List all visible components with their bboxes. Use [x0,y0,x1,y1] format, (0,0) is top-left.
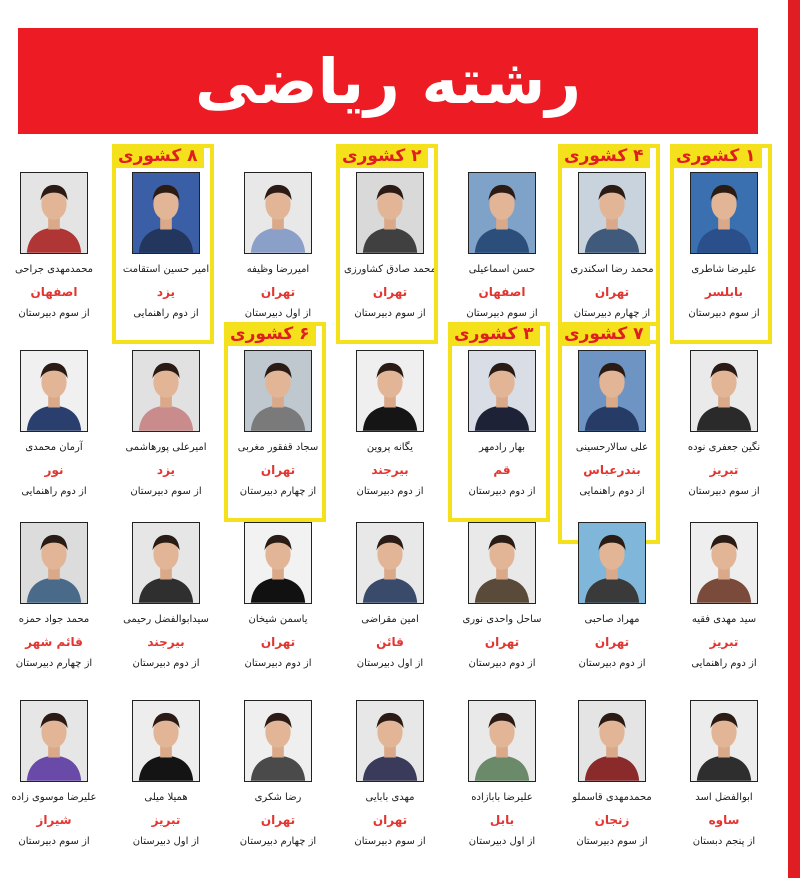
student-photo [132,700,200,782]
student-grade: از اول دبیرستان [132,836,200,847]
student-photo [578,172,646,254]
student-card [450,350,560,510]
student-photo [244,522,312,604]
student-city: اصفهان [30,285,78,299]
student-name: یاسمن شیخان [248,614,308,625]
portrait-icon [357,523,423,603]
student-grade: از دوم دبیرستان [356,486,424,497]
student-grade: از سوم دبیرستان [18,836,90,847]
student-card [338,700,448,860]
student-card [672,350,782,510]
student-card [560,700,670,860]
student-city: تبریز [151,813,181,827]
student-grade: از سوم دبیرستان [130,486,202,497]
student-photo [356,522,424,604]
student-card [226,522,336,682]
rank-badge: ۲ کشوری [336,144,428,168]
student-name: محمدمهدی جراحی [14,264,94,275]
portrait-icon [357,701,423,781]
student-city: ساوه [708,813,740,827]
student-card [2,350,112,510]
student-grade: از سوم دبیرستان [688,308,760,319]
student-card [560,350,670,510]
portrait-icon [469,351,535,431]
portrait-icon [21,701,87,781]
student-card [450,522,560,682]
student-card [114,172,224,332]
rank-badge: ۸ کشوری [112,144,204,168]
student-name: نگین جعفری نوده [687,442,761,453]
student-name: همیلا میلی [144,792,188,803]
student-card [338,522,448,682]
student-city: تهران [260,635,296,649]
portrait-icon [245,173,311,253]
student-name: امیر حسین استقامت [122,264,210,275]
student-grade: از چهارم دبیرستان [239,836,317,847]
student-photo [132,350,200,432]
portrait-icon [21,351,87,431]
student-photo [690,700,758,782]
student-card [672,700,782,860]
student-name: سید مهدی فقیه [691,614,757,625]
student-grade: از سوم دبیرستان [18,308,90,319]
student-city: تبریز [709,463,739,477]
student-grade: از اول دبیرستان [356,658,424,669]
portrait-icon [245,523,311,603]
student-name: علیرضا موسوی زاده [11,792,97,803]
portrait-icon [579,351,645,431]
student-card [114,350,224,510]
rank-badge: ۱ کشوری [670,144,762,168]
student-name: بهار رادمهر [479,442,525,453]
student-photo [468,700,536,782]
portrait-icon [469,173,535,253]
student-city: بابلسر [704,285,744,299]
student-grade: از اول دبیرستان [468,836,536,847]
student-city: نور [44,463,64,477]
student-grade: از سوم دبیرستان [576,836,648,847]
student-grade: از دوم دبیرستان [244,658,312,669]
portrait-icon [245,701,311,781]
student-name: ساحل واحدی نوری [462,614,542,625]
student-name: مهراد صاحبی [584,614,640,625]
student-name: محمد رضا اسکندری [570,264,654,275]
student-name: علیرضا بابازاده [471,792,533,803]
student-city: قائن [376,635,404,649]
student-name: سجاد قفقور مغربی [237,442,319,453]
student-card [338,350,448,510]
student-card [226,350,336,510]
student-photo [690,522,758,604]
portrait-icon [133,351,199,431]
portrait-icon [21,173,87,253]
student-grade: از دوم راهنمایی [133,308,199,319]
student-city: زنجان [594,813,630,827]
student-grade: از چهارم دبیرستان [15,658,93,669]
student-card [2,700,112,860]
student-grade: از دوم راهنمایی [579,486,645,497]
student-city: بابل [489,813,515,827]
student-name: رضا شکری [254,792,302,803]
student-name: یگانه پروین [366,442,414,453]
student-photo [244,350,312,432]
student-photo [20,172,88,254]
student-card [226,700,336,860]
student-photo [20,350,88,432]
student-grade: از سوم دبیرستان [466,308,538,319]
student-grade: از چهارم دبیرستان [239,486,317,497]
student-grade: از دوم راهنمایی [691,658,757,669]
student-grade: از دوم دبیرستان [468,486,536,497]
student-photo [578,350,646,432]
student-photo [468,172,536,254]
portrait-icon [691,701,757,781]
student-city: اصفهان [478,285,526,299]
student-card [560,522,670,682]
student-name: ابوالفضل اسد [695,792,753,803]
student-card [2,172,112,332]
student-photo [244,172,312,254]
student-card [2,522,112,682]
student-city: قم [493,463,511,477]
student-name: آرمان محمدی [25,442,83,453]
rank-badge: ۶ کشوری [224,322,316,346]
student-city: تهران [594,635,630,649]
student-name: امیرعلی پورهاشمی [125,442,207,453]
portrait-icon [469,701,535,781]
portrait-icon [357,173,423,253]
student-grade: از سوم دبیرستان [354,836,426,847]
student-grade: از سوم دبیرستان [688,486,760,497]
student-photo [468,522,536,604]
student-card [114,522,224,682]
student-city: تهران [260,285,296,299]
student-card [450,700,560,860]
student-city: تهران [372,285,408,299]
portrait-icon [579,173,645,253]
student-grade: از پنجم دبستان [692,836,756,847]
student-name: محمد صادق کشاورزی [344,264,436,275]
student-grade: از دوم راهنمایی [21,486,87,497]
student-grade: از دوم دبیرستان [132,658,200,669]
student-name: محمد جواد حمزه [18,614,90,625]
student-city: قائم شهر [25,635,83,649]
student-card [226,172,336,332]
portrait-icon [691,173,757,253]
student-city: تهران [260,813,296,827]
student-grade: از چهارم دبیرستان [573,308,651,319]
student-photo [690,172,758,254]
student-city: تبریز [709,635,739,649]
portrait-icon [133,173,199,253]
student-name: سیدابوالفضل رحیمی [123,614,209,625]
student-card [114,700,224,860]
student-city: یزد [156,463,176,477]
portrait-icon [245,351,311,431]
rank-badge: ۴ کشوری [558,144,650,168]
student-photo [132,172,200,254]
student-photo [20,522,88,604]
student-photo [356,172,424,254]
student-city: بندرعباس [583,463,641,477]
student-name: مهدی بابایی [365,792,415,803]
student-photo [690,350,758,432]
student-photo [20,700,88,782]
student-photo [468,350,536,432]
student-card [450,172,560,332]
student-city: شیراز [36,813,72,827]
student-city: بیرجند [147,635,185,649]
student-city: بیرجند [371,463,409,477]
student-photo [244,700,312,782]
portrait-icon [691,351,757,431]
student-card [672,172,782,332]
portrait-icon [133,701,199,781]
page-title: رشته ریاضی [194,44,582,118]
student-photo [132,522,200,604]
student-photo [356,350,424,432]
student-photo [578,700,646,782]
student-name: علیرضا شاطری [691,264,757,275]
rank-badge: ۷ کشوری [558,322,650,346]
portrait-icon [579,523,645,603]
student-city: یزد [156,285,176,299]
student-name: امین مقراضی [361,614,419,625]
student-name: علی سالارحسینی [575,442,649,453]
student-card [560,172,670,332]
student-grade: از دوم دبیرستان [578,658,646,669]
portrait-icon [469,523,535,603]
portrait-icon [21,523,87,603]
student-grade: از سوم دبیرستان [354,308,426,319]
portrait-icon [579,701,645,781]
student-photo [578,522,646,604]
portrait-icon [133,523,199,603]
student-grade: از دوم دبیرستان [468,658,536,669]
student-city: تهران [260,463,296,477]
student-name: حسن اسماعیلی [468,264,536,275]
student-city: تهران [594,285,630,299]
student-photo [356,700,424,782]
student-card [672,522,782,682]
portrait-icon [357,351,423,431]
student-grade: از اول دبیرستان [244,308,312,319]
student-city: تهران [484,635,520,649]
student-name: محمدمهدی قاسملو [572,792,652,803]
student-card [338,172,448,332]
student-city: تهران [372,813,408,827]
rank-badge: ۳ کشوری [448,322,540,346]
portrait-icon [691,523,757,603]
student-name: امیررضا وظیفه [246,264,310,275]
